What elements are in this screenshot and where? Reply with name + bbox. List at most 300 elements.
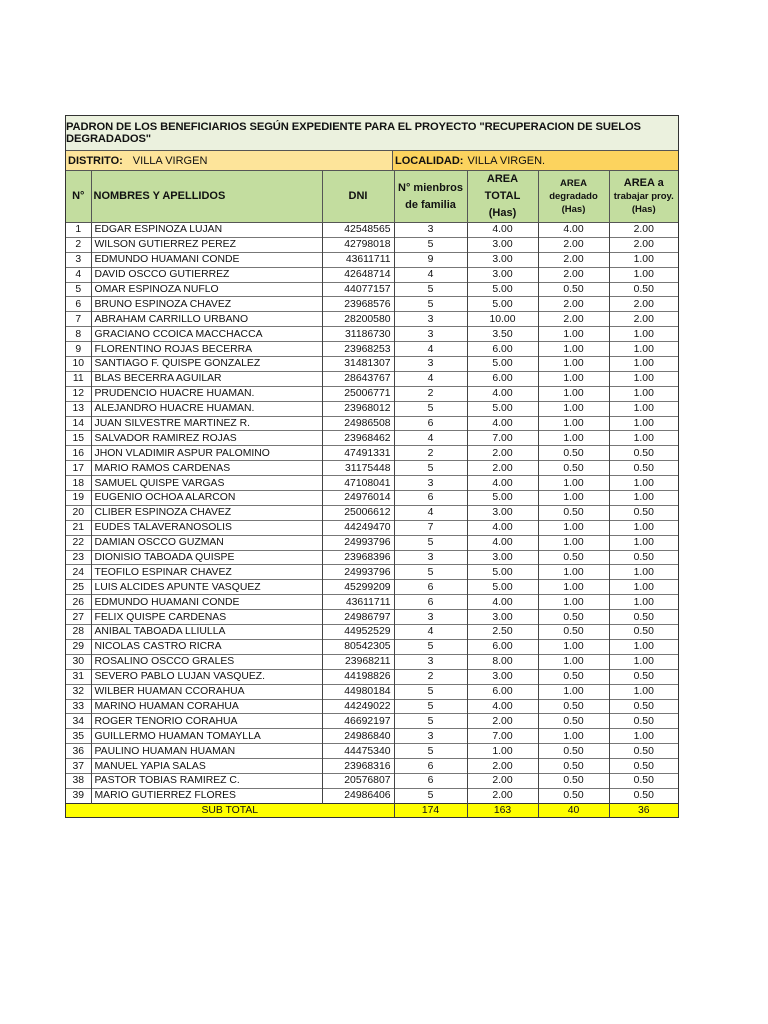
row-name: SALVADOR RAMIREZ ROJAS bbox=[91, 431, 322, 446]
row-area-degradado: 1.00 bbox=[538, 491, 609, 506]
table-row bbox=[66, 386, 678, 401]
row-area-total: 2.00 bbox=[467, 759, 538, 774]
row-area-trabajar: 0.50 bbox=[609, 446, 678, 461]
header-area-deg-line2: degradado bbox=[549, 191, 598, 202]
row-number: 5 bbox=[66, 282, 91, 297]
row-area-degradado: 0.50 bbox=[538, 625, 609, 640]
row-area-trabajar: 0.50 bbox=[609, 669, 678, 684]
table-row bbox=[66, 252, 678, 267]
row-area-trabajar: 1.00 bbox=[609, 476, 678, 491]
row-number: 33 bbox=[66, 699, 91, 714]
row-members: 7 bbox=[394, 520, 467, 535]
row-area-degradado: 2.00 bbox=[538, 252, 609, 267]
beneficiaries-sheet bbox=[65, 115, 679, 818]
row-dni: 44198826 bbox=[322, 669, 394, 684]
row-dni: 23968012 bbox=[322, 401, 394, 416]
row-members: 3 bbox=[394, 610, 467, 625]
row-area-total: 1.00 bbox=[467, 744, 538, 759]
row-name: JHON VLADIMIR ASPUR PALOMINO bbox=[91, 446, 322, 461]
row-area-trabajar: 0.50 bbox=[609, 714, 678, 729]
row-number: 15 bbox=[66, 431, 91, 446]
row-area-total: 5.00 bbox=[467, 491, 538, 506]
row-name: CLIBER ESPINOZA CHAVEZ bbox=[91, 505, 322, 520]
row-area-degradado: 0.50 bbox=[538, 505, 609, 520]
table-row bbox=[66, 520, 678, 535]
row-members: 9 bbox=[394, 252, 467, 267]
table-row bbox=[66, 625, 678, 640]
header-names: NOMBRES Y APELLIDOS bbox=[91, 171, 322, 223]
row-area-trabajar: 1.00 bbox=[609, 431, 678, 446]
row-name: GRACIANO CCOICA MACCHACCA bbox=[91, 327, 322, 342]
row-dni: 24986797 bbox=[322, 610, 394, 625]
row-dni: 43611711 bbox=[322, 252, 394, 267]
header-area-total-line1: AREA TOTAL bbox=[484, 173, 521, 202]
row-number: 30 bbox=[66, 654, 91, 669]
subtotal-row bbox=[66, 803, 678, 817]
row-members: 6 bbox=[394, 773, 467, 788]
row-name: ROGER TENORIO CORAHUA bbox=[91, 714, 322, 729]
table-row bbox=[66, 759, 678, 774]
header-area-trab-line2: trabajar proy. bbox=[613, 191, 674, 202]
row-members: 4 bbox=[394, 371, 467, 386]
row-area-trabajar: 0.50 bbox=[609, 461, 678, 476]
row-name: DAMIAN OSCCO GUZMAN bbox=[91, 535, 322, 550]
row-name: MARINO HUAMAN CORAHUA bbox=[91, 699, 322, 714]
row-area-trabajar: 1.00 bbox=[609, 357, 678, 372]
row-dni: 44952529 bbox=[322, 625, 394, 640]
table-row bbox=[66, 580, 678, 595]
header-members-line1: N° mienbros bbox=[398, 181, 463, 194]
row-members: 5 bbox=[394, 565, 467, 580]
row-number: 29 bbox=[66, 639, 91, 654]
row-area-trabajar: 2.00 bbox=[609, 297, 678, 312]
row-area-total: 5.00 bbox=[467, 565, 538, 580]
row-area-total: 3.00 bbox=[467, 237, 538, 252]
table-row bbox=[66, 491, 678, 506]
header-area-trab-line3: (Has) bbox=[631, 204, 656, 215]
row-number: 25 bbox=[66, 580, 91, 595]
row-dni: 47108041 bbox=[322, 476, 394, 491]
row-name: FELIX QUISPE CARDENAS bbox=[91, 610, 322, 625]
row-area-total: 6.00 bbox=[467, 639, 538, 654]
row-area-degradado: 1.00 bbox=[538, 729, 609, 744]
row-members: 6 bbox=[394, 759, 467, 774]
row-number: 39 bbox=[66, 788, 91, 803]
row-area-trabajar: 0.50 bbox=[609, 505, 678, 520]
row-members: 4 bbox=[394, 625, 467, 640]
row-name: BRUNO ESPINOZA CHAVEZ bbox=[91, 297, 322, 312]
row-area-degradado: 1.00 bbox=[538, 654, 609, 669]
row-number: 28 bbox=[66, 625, 91, 640]
row-name: MANUEL YAPIA SALAS bbox=[91, 759, 322, 774]
location-row bbox=[66, 151, 678, 171]
row-area-trabajar: 1.00 bbox=[609, 252, 678, 267]
row-dni: 24986508 bbox=[322, 416, 394, 431]
row-number: 31 bbox=[66, 669, 91, 684]
table-row bbox=[66, 282, 678, 297]
row-area-trabajar: 1.00 bbox=[609, 729, 678, 744]
row-members: 3 bbox=[394, 327, 467, 342]
row-area-trabajar: 0.50 bbox=[609, 699, 678, 714]
header-area-deg-line3: (Has) bbox=[561, 204, 586, 215]
row-area-total: 4.00 bbox=[467, 386, 538, 401]
row-area-trabajar: 0.50 bbox=[609, 550, 678, 565]
row-number: 11 bbox=[66, 371, 91, 386]
row-name: TEOFILO ESPINAR CHAVEZ bbox=[91, 565, 322, 580]
row-members: 5 bbox=[394, 744, 467, 759]
row-members: 4 bbox=[394, 342, 467, 357]
row-area-degradado: 0.50 bbox=[538, 773, 609, 788]
table-row bbox=[66, 237, 678, 252]
row-area-total: 3.00 bbox=[467, 610, 538, 625]
distrito-label: DISTRITO: bbox=[68, 154, 123, 167]
row-area-total: 3.00 bbox=[467, 505, 538, 520]
row-area-trabajar: 0.50 bbox=[609, 625, 678, 640]
row-area-total: 8.00 bbox=[467, 654, 538, 669]
row-number: 14 bbox=[66, 416, 91, 431]
table-row bbox=[66, 431, 678, 446]
row-name: ANIBAL TABOADA LLIULLA bbox=[91, 625, 322, 640]
row-area-total: 4.00 bbox=[467, 223, 538, 238]
row-members: 6 bbox=[394, 491, 467, 506]
table-row bbox=[66, 327, 678, 342]
row-dni: 24993796 bbox=[322, 535, 394, 550]
row-area-degradado: 0.50 bbox=[538, 759, 609, 774]
row-area-degradado: 0.50 bbox=[538, 669, 609, 684]
row-area-trabajar: 1.00 bbox=[609, 565, 678, 580]
row-name: PAULINO HUAMAN HUAMAN bbox=[91, 744, 322, 759]
row-area-degradado: 2.00 bbox=[538, 297, 609, 312]
row-members: 5 bbox=[394, 461, 467, 476]
row-area-degradado: 0.50 bbox=[538, 744, 609, 759]
row-area-trabajar: 0.50 bbox=[609, 282, 678, 297]
row-area-degradado: 1.00 bbox=[538, 476, 609, 491]
row-area-degradado: 2.00 bbox=[538, 312, 609, 327]
row-area-degradado: 1.00 bbox=[538, 431, 609, 446]
row-area-trabajar: 1.00 bbox=[609, 684, 678, 699]
row-area-total: 4.00 bbox=[467, 416, 538, 431]
row-area-degradado: 1.00 bbox=[538, 639, 609, 654]
row-dni: 31175448 bbox=[322, 461, 394, 476]
row-name: MARIO RAMOS CARDENAS bbox=[91, 461, 322, 476]
row-dni: 24986406 bbox=[322, 788, 394, 803]
row-area-trabajar: 1.00 bbox=[609, 371, 678, 386]
header-row bbox=[66, 171, 678, 223]
row-dni: 28643767 bbox=[322, 371, 394, 386]
row-area-degradado: 1.00 bbox=[538, 327, 609, 342]
row-name: DIONISIO TABOADA QUISPE bbox=[91, 550, 322, 565]
row-area-degradado: 1.00 bbox=[538, 342, 609, 357]
row-area-trabajar: 1.00 bbox=[609, 327, 678, 342]
row-number: 34 bbox=[66, 714, 91, 729]
row-area-degradado: 1.00 bbox=[538, 595, 609, 610]
row-number: 24 bbox=[66, 565, 91, 580]
row-dni: 23968396 bbox=[322, 550, 394, 565]
table-row bbox=[66, 446, 678, 461]
row-members: 3 bbox=[394, 654, 467, 669]
row-area-trabajar: 0.50 bbox=[609, 610, 678, 625]
row-number: 19 bbox=[66, 491, 91, 506]
row-name: PRUDENCIO HUACRE HUAMAN. bbox=[91, 386, 322, 401]
row-dni: 42648714 bbox=[322, 267, 394, 282]
table-row bbox=[66, 476, 678, 491]
row-area-degradado: 0.50 bbox=[538, 699, 609, 714]
table-row bbox=[66, 773, 678, 788]
row-dni: 44980184 bbox=[322, 684, 394, 699]
row-name: SANTIAGO F. QUISPE GONZALEZ bbox=[91, 357, 322, 372]
row-name: WILBER HUAMAN CCORAHUA bbox=[91, 684, 322, 699]
row-area-trabajar: 1.00 bbox=[609, 535, 678, 550]
row-area-degradado: 1.00 bbox=[538, 565, 609, 580]
row-name: DAVID OSCCO GUTIERREZ bbox=[91, 267, 322, 282]
row-dni: 24993796 bbox=[322, 565, 394, 580]
table-row bbox=[66, 416, 678, 431]
row-area-degradado: 0.50 bbox=[538, 461, 609, 476]
document-title: PADRON DE LOS BENEFICIARIOS SEGÚN EXPEDIENTE PARA EL PROYECTO "RECUPERACION DE SUELOS DEGRADADOS" bbox=[66, 116, 678, 151]
row-dni: 42548565 bbox=[322, 223, 394, 238]
header-area-total bbox=[467, 171, 538, 223]
row-members: 2 bbox=[394, 669, 467, 684]
row-members: 2 bbox=[394, 446, 467, 461]
row-area-total: 5.00 bbox=[467, 297, 538, 312]
table-row bbox=[66, 699, 678, 714]
row-area-total: 6.00 bbox=[467, 371, 538, 386]
table-row bbox=[66, 267, 678, 282]
header-dni: DNI bbox=[322, 171, 394, 223]
row-members: 4 bbox=[394, 431, 467, 446]
table-row bbox=[66, 342, 678, 357]
row-dni: 46692197 bbox=[322, 714, 394, 729]
row-area-trabajar: 2.00 bbox=[609, 237, 678, 252]
row-area-total: 10.00 bbox=[467, 312, 538, 327]
row-members: 3 bbox=[394, 312, 467, 327]
row-number: 7 bbox=[66, 312, 91, 327]
row-area-degradado: 4.00 bbox=[538, 223, 609, 238]
row-members: 6 bbox=[394, 595, 467, 610]
row-number: 36 bbox=[66, 744, 91, 759]
row-area-total: 2.00 bbox=[467, 788, 538, 803]
row-name: PASTOR TOBIAS RAMIREZ C. bbox=[91, 773, 322, 788]
row-name: LUIS ALCIDES APUNTE VASQUEZ bbox=[91, 580, 322, 595]
row-members: 5 bbox=[394, 282, 467, 297]
row-area-degradado: 0.50 bbox=[538, 610, 609, 625]
row-area-total: 3.50 bbox=[467, 327, 538, 342]
row-area-total: 2.00 bbox=[467, 773, 538, 788]
row-dni: 23968211 bbox=[322, 654, 394, 669]
header-area-degradado bbox=[538, 171, 609, 223]
row-area-total: 6.00 bbox=[467, 342, 538, 357]
header-area-deg-line1: AREA bbox=[560, 178, 587, 189]
row-area-trabajar: 0.50 bbox=[609, 744, 678, 759]
row-dni: 24976014 bbox=[322, 491, 394, 506]
row-area-degradado: 1.00 bbox=[538, 535, 609, 550]
row-area-trabajar: 1.00 bbox=[609, 520, 678, 535]
row-area-total: 5.00 bbox=[467, 357, 538, 372]
distrito-cell bbox=[66, 151, 393, 170]
header-area-total-line2: (Has) bbox=[488, 207, 517, 219]
row-name: EDGAR ESPINOZA LUJAN bbox=[91, 223, 322, 238]
table-row bbox=[66, 595, 678, 610]
row-dni: 47491331 bbox=[322, 446, 394, 461]
row-area-degradado: 1.00 bbox=[538, 520, 609, 535]
table-body bbox=[66, 223, 678, 804]
row-dni: 24986840 bbox=[322, 729, 394, 744]
row-area-total: 5.00 bbox=[467, 282, 538, 297]
table-row bbox=[66, 714, 678, 729]
row-name: BLAS BECERRA AGUILAR bbox=[91, 371, 322, 386]
row-area-trabajar: 1.00 bbox=[609, 491, 678, 506]
table-row bbox=[66, 729, 678, 744]
row-dni: 45299209 bbox=[322, 580, 394, 595]
row-area-total: 2.00 bbox=[467, 714, 538, 729]
row-name: MARIO GUTIERREZ FLORES bbox=[91, 788, 322, 803]
row-area-total: 5.00 bbox=[467, 580, 538, 595]
subtotal-members: 174 bbox=[394, 803, 467, 817]
row-dni: 80542305 bbox=[322, 639, 394, 654]
row-name: EDMUNDO HUAMANI CONDE bbox=[91, 595, 322, 610]
row-dni: 23968316 bbox=[322, 759, 394, 774]
row-area-degradado: 1.00 bbox=[538, 386, 609, 401]
row-number: 20 bbox=[66, 505, 91, 520]
table-row bbox=[66, 565, 678, 580]
row-area-degradado: 1.00 bbox=[538, 401, 609, 416]
table-row bbox=[66, 535, 678, 550]
row-area-total: 7.00 bbox=[467, 431, 538, 446]
row-members: 3 bbox=[394, 476, 467, 491]
table-row bbox=[66, 684, 678, 699]
row-area-total: 3.00 bbox=[467, 252, 538, 267]
table-row bbox=[66, 401, 678, 416]
row-number: 1 bbox=[66, 223, 91, 238]
row-number: 8 bbox=[66, 327, 91, 342]
row-name: FLORENTINO ROJAS BECERRA bbox=[91, 342, 322, 357]
row-area-trabajar: 2.00 bbox=[609, 223, 678, 238]
table-row bbox=[66, 788, 678, 803]
table-row bbox=[66, 461, 678, 476]
row-number: 13 bbox=[66, 401, 91, 416]
row-members: 3 bbox=[394, 223, 467, 238]
row-dni: 42798018 bbox=[322, 237, 394, 252]
row-dni: 25006612 bbox=[322, 505, 394, 520]
row-members: 5 bbox=[394, 684, 467, 699]
header-num: N° bbox=[66, 171, 91, 223]
subtotal-area-degradado: 40 bbox=[538, 803, 609, 817]
header-area-trabajar bbox=[609, 171, 678, 223]
row-members: 4 bbox=[394, 505, 467, 520]
row-dni: 44077157 bbox=[322, 282, 394, 297]
row-area-degradado: 0.50 bbox=[538, 714, 609, 729]
row-dni: 44249022 bbox=[322, 699, 394, 714]
row-number: 10 bbox=[66, 357, 91, 372]
row-area-degradado: 0.50 bbox=[538, 446, 609, 461]
row-number: 2 bbox=[66, 237, 91, 252]
row-dni: 23968462 bbox=[322, 431, 394, 446]
localidad-cell bbox=[393, 151, 678, 170]
row-area-trabajar: 0.50 bbox=[609, 773, 678, 788]
row-members: 6 bbox=[394, 580, 467, 595]
table-row bbox=[66, 312, 678, 327]
row-members: 5 bbox=[394, 297, 467, 312]
row-name: EDMUNDO HUAMANI CONDE bbox=[91, 252, 322, 267]
localidad-label: LOCALIDAD: bbox=[395, 154, 464, 167]
row-number: 23 bbox=[66, 550, 91, 565]
row-area-total: 2.50 bbox=[467, 625, 538, 640]
subtotal-area-total: 163 bbox=[467, 803, 538, 817]
row-members: 5 bbox=[394, 401, 467, 416]
row-number: 38 bbox=[66, 773, 91, 788]
row-area-total: 3.00 bbox=[467, 550, 538, 565]
row-members: 6 bbox=[394, 416, 467, 431]
row-number: 32 bbox=[66, 684, 91, 699]
header-area-trab-line1: AREA a bbox=[623, 177, 664, 189]
row-name: EUGENIO OCHOA ALARCON bbox=[91, 491, 322, 506]
table-row bbox=[66, 550, 678, 565]
row-dni: 43611711 bbox=[322, 595, 394, 610]
row-area-total: 4.00 bbox=[467, 520, 538, 535]
distrito-value: VILLA VIRGEN bbox=[132, 154, 208, 167]
row-area-degradado: 1.00 bbox=[538, 416, 609, 431]
row-area-degradado: 0.50 bbox=[538, 550, 609, 565]
subtotal-area-trabajar: 36 bbox=[609, 803, 678, 817]
row-area-trabajar: 1.00 bbox=[609, 595, 678, 610]
row-number: 21 bbox=[66, 520, 91, 535]
table-row bbox=[66, 744, 678, 759]
row-members: 5 bbox=[394, 237, 467, 252]
row-members: 5 bbox=[394, 699, 467, 714]
localidad-value: VILLA VIRGEN. bbox=[467, 154, 546, 167]
row-area-degradado: 2.00 bbox=[538, 267, 609, 282]
row-dni: 44249470 bbox=[322, 520, 394, 535]
header-members bbox=[394, 171, 467, 223]
row-members: 2 bbox=[394, 386, 467, 401]
row-name: ALEJANDRO HUACRE HUAMAN. bbox=[91, 401, 322, 416]
row-area-total: 4.00 bbox=[467, 699, 538, 714]
subtotal-label: SUB TOTAL bbox=[66, 803, 394, 817]
table-row bbox=[66, 357, 678, 372]
row-area-total: 4.00 bbox=[467, 535, 538, 550]
row-name: SEVERO PABLO LUJAN VASQUEZ. bbox=[91, 669, 322, 684]
table-row bbox=[66, 610, 678, 625]
row-name: OMAR ESPINOZA NUFLO bbox=[91, 282, 322, 297]
row-name: ROSALINO OSCCO GRALES bbox=[91, 654, 322, 669]
row-number: 3 bbox=[66, 252, 91, 267]
row-area-total: 2.00 bbox=[467, 446, 538, 461]
row-members: 5 bbox=[394, 714, 467, 729]
row-area-total: 3.00 bbox=[467, 267, 538, 282]
row-number: 16 bbox=[66, 446, 91, 461]
row-number: 9 bbox=[66, 342, 91, 357]
row-area-trabajar: 0.50 bbox=[609, 759, 678, 774]
row-area-total: 4.00 bbox=[467, 595, 538, 610]
row-dni: 25006771 bbox=[322, 386, 394, 401]
row-number: 18 bbox=[66, 476, 91, 491]
row-members: 5 bbox=[394, 639, 467, 654]
table-row bbox=[66, 223, 678, 238]
row-number: 26 bbox=[66, 595, 91, 610]
row-area-degradado: 0.50 bbox=[538, 282, 609, 297]
row-area-degradado: 2.00 bbox=[538, 237, 609, 252]
row-name: EUDES TALAVERANOSOLIS bbox=[91, 520, 322, 535]
row-area-trabajar: 1.00 bbox=[609, 401, 678, 416]
row-dni: 31186730 bbox=[322, 327, 394, 342]
row-name: JUAN SILVESTRE MARTINEZ R. bbox=[91, 416, 322, 431]
row-area-trabajar: 1.00 bbox=[609, 342, 678, 357]
table-row bbox=[66, 505, 678, 520]
row-area-total: 2.00 bbox=[467, 461, 538, 476]
row-members: 5 bbox=[394, 788, 467, 803]
row-name: NICOLAS CASTRO RICRA bbox=[91, 639, 322, 654]
row-dni: 20576807 bbox=[322, 773, 394, 788]
